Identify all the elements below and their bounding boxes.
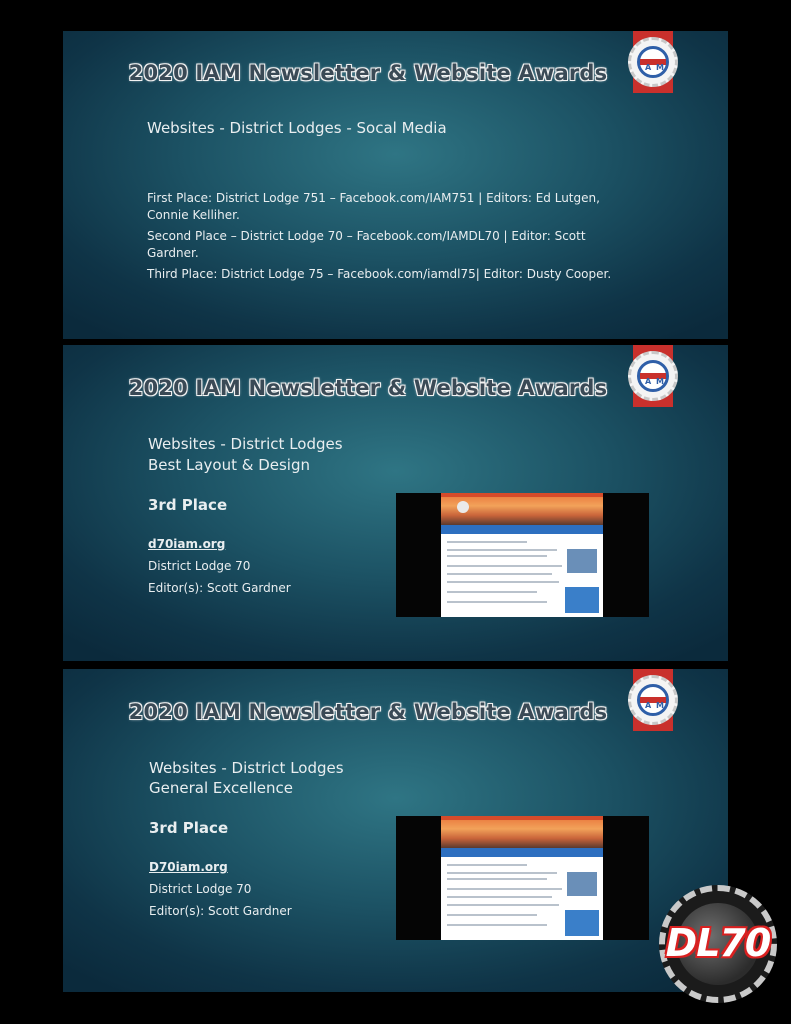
logo-letter: A xyxy=(645,377,652,386)
second-place-line: Second Place – District Lodge 70 – Facebook.com/IAMDL70 | Editor: Scott xyxy=(147,229,586,243)
slide-general-excellence xyxy=(63,669,728,992)
slide-title: 2020 IAM Newsletter & Website Awards xyxy=(128,61,608,85)
logo-letter: A xyxy=(645,701,652,710)
award-category: Websites - District Lodges xyxy=(148,435,343,453)
award-category: Websites - District Lodges - Socal Media xyxy=(147,119,447,137)
dl70-logo-text: DL70 xyxy=(665,921,771,965)
iam-logo-icon xyxy=(633,669,673,731)
place-label: 3rd Place xyxy=(149,819,229,837)
logo-letter: M xyxy=(656,63,664,72)
second-place-line-cont: Gardner. xyxy=(147,246,199,260)
place-label: 3rd Place xyxy=(148,496,228,514)
lodge-name: District Lodge 70 xyxy=(148,559,251,573)
logo-letter: M xyxy=(656,377,664,386)
slide-title: 2020 IAM Newsletter & Website Awards xyxy=(128,376,608,400)
first-place-line-cont: Connie Kelliher. xyxy=(147,208,240,222)
iam-logo-icon xyxy=(633,345,673,407)
editor-name: Editor(s): Scott Gardner xyxy=(149,904,292,918)
website-screenshot-image xyxy=(396,493,649,617)
award-subcategory: Best Layout & Design xyxy=(148,456,310,474)
dl70-logo-icon xyxy=(655,881,781,1007)
logo-letter: A xyxy=(645,63,652,72)
website-link[interactable]: d70iam.org xyxy=(148,537,226,551)
iam-logo-icon xyxy=(633,31,673,93)
award-category: Websites - District Lodges xyxy=(149,759,344,777)
lodge-name: District Lodge 70 xyxy=(149,882,252,896)
editor-name: Editor(s): Scott Gardner xyxy=(148,581,291,595)
award-subcategory: General Excellence xyxy=(149,779,293,797)
slide-best-layout xyxy=(63,345,728,661)
logo-letter: M xyxy=(656,701,664,710)
slide-title: 2020 IAM Newsletter & Website Awards xyxy=(128,700,608,724)
slide-social-media xyxy=(63,31,728,339)
third-place-line: Third Place: District Lodge 75 – Facebook.com/iamdl75| Editor: Dusty Cooper. xyxy=(147,267,612,281)
first-place-line: First Place: District Lodge 751 – Facebook.com/IAM751 | Editors: Ed Lutgen, xyxy=(147,191,600,205)
website-screenshot-image xyxy=(396,816,649,940)
website-link[interactable]: D70iam.org xyxy=(149,860,228,874)
